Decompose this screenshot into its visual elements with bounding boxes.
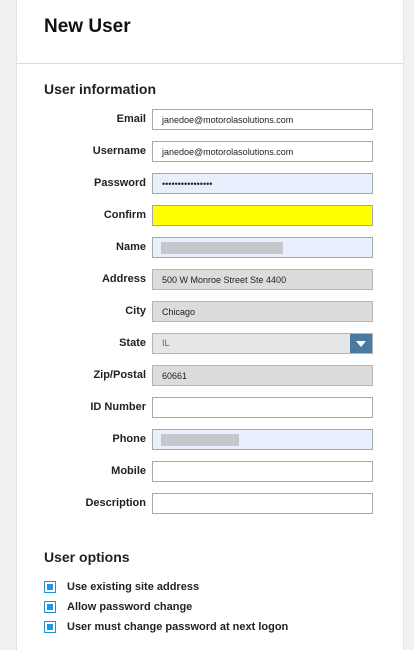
mobile-field[interactable] <box>152 461 373 482</box>
email-row <box>17 109 405 131</box>
password-label: Password <box>94 177 146 189</box>
state-select[interactable] <box>152 333 373 354</box>
address-label: Address <box>101 273 146 285</box>
allow-password-change-checkbox[interactable] <box>44 601 56 613</box>
name-row <box>17 237 405 259</box>
city-field[interactable] <box>152 301 373 322</box>
id-number-label: ID Number <box>90 401 146 413</box>
user-options-heading: User options <box>44 549 130 565</box>
user-information-heading: User information <box>44 81 157 97</box>
confirm-password-field[interactable] <box>152 205 373 226</box>
name-field[interactable] <box>152 237 373 258</box>
state-label: State <box>119 337 146 349</box>
page-title: New User <box>44 16 131 37</box>
phone-row <box>17 429 405 451</box>
phone-label: Phone <box>112 433 146 445</box>
zip-field[interactable] <box>152 365 373 386</box>
username-field[interactable] <box>152 141 373 162</box>
mobile-label: Mobile <box>111 465 146 477</box>
must-change-password-label: User must change password at next logon <box>67 621 289 633</box>
email-label: Email <box>116 113 146 125</box>
address-row <box>17 269 405 291</box>
description-label: Description <box>85 497 146 509</box>
state-selected-value: IL <box>162 338 170 348</box>
address-field[interactable] <box>152 269 373 290</box>
allow-password-change-label: Allow password change <box>67 601 193 613</box>
description-field[interactable] <box>152 493 373 514</box>
description-row <box>17 493 405 515</box>
mobile-row <box>17 461 405 483</box>
confirm-label: Confirm <box>103 209 146 221</box>
redacted-name <box>161 242 283 254</box>
new-user-panel <box>16 0 404 650</box>
panel-header <box>17 0 403 64</box>
redacted-phone <box>161 434 239 446</box>
city-row <box>17 301 405 323</box>
id-number-row <box>17 397 405 419</box>
zip-row <box>17 365 405 387</box>
confirm-row <box>17 205 405 227</box>
phone-field[interactable] <box>152 429 373 450</box>
chevron-down-icon[interactable] <box>350 334 372 353</box>
state-row <box>17 333 405 355</box>
password-row <box>17 173 405 195</box>
city-label: City <box>125 305 146 317</box>
username-label: Username <box>92 145 146 157</box>
use-existing-site-address-checkbox[interactable] <box>44 581 56 593</box>
id-number-field[interactable] <box>152 397 373 418</box>
use-existing-site-address-label: Use existing site address <box>67 581 200 593</box>
name-label: Name <box>116 241 146 253</box>
password-field[interactable] <box>152 173 373 194</box>
must-change-password-checkbox[interactable] <box>44 621 56 633</box>
username-row <box>17 141 405 163</box>
email-field[interactable] <box>152 109 373 130</box>
zip-label: Zip/Postal <box>93 369 146 381</box>
